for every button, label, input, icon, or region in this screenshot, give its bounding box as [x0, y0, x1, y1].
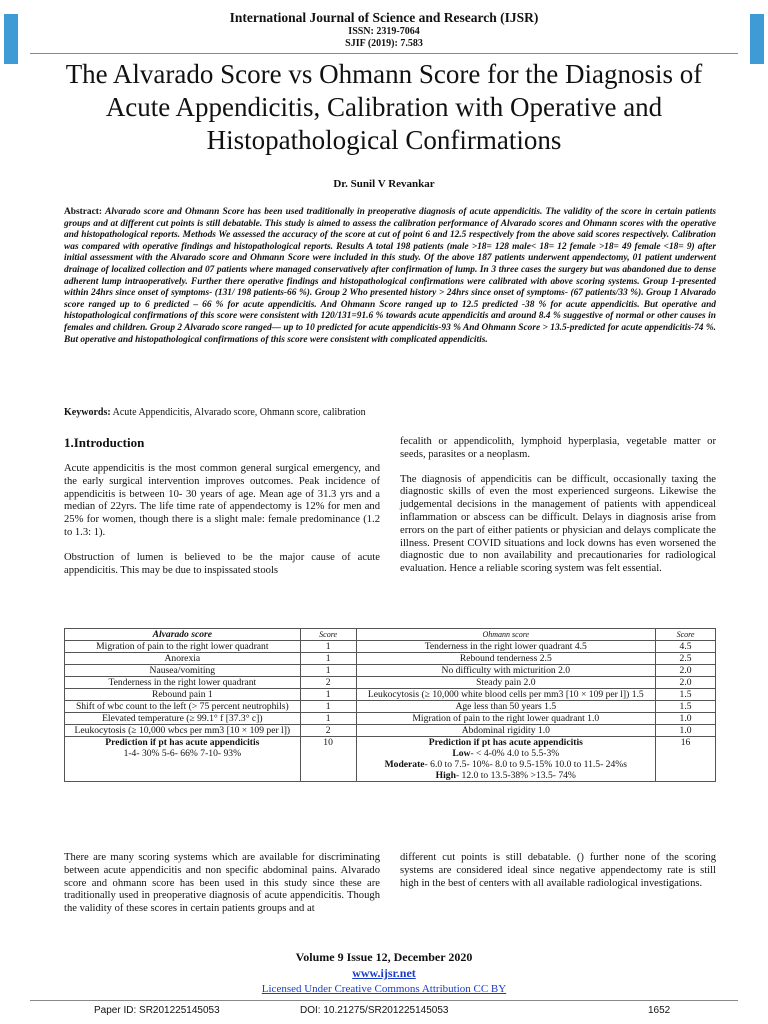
table-cell: 1: [300, 689, 356, 701]
table-cell: 10: [300, 737, 356, 782]
table-cell: 1.5: [656, 701, 716, 713]
paragraph: The diagnosis of appendicitis can be difficult, occasionally taxing the diagnostic skills of even the most experienced surgeons. Likewise the judgemental decisions in the management of patients with appendiceal inflammation or abscess can be difficult. Delays in diagnosis arise from errors on the part of either patients or physician and delays complicate the illness. Present COVID situations and lock downs has even worsened the diagnostic due to non availability and precautionaries for radiological evaluation. Hence a reliable scoring system was felt essential.: [400, 473, 716, 575]
keywords-text: Acute Appendicitis, Alvarado score, Ohmann score, calibration: [112, 407, 366, 418]
right-column: [400, 436, 716, 588]
left-column-bottom: [64, 852, 380, 928]
table-cell: Tenderness in the right lower quadrant 4.5: [356, 641, 655, 653]
table-header: Ohmann score: [356, 629, 655, 641]
table-cell: [356, 737, 655, 782]
footer-issue: Volume 9 Issue 12, December 2020: [295, 950, 473, 964]
table-cell: [65, 737, 301, 782]
table-cell: Rebound tenderness 2.5: [356, 653, 655, 665]
journal-sjif: SJIF (2019): 7.583: [345, 38, 423, 49]
table-cell: 2.5: [656, 653, 716, 665]
footer-page-number: 1652: [648, 1005, 671, 1016]
prediction-low-text: - < 4-0% 4.0 to 5.5-3%: [470, 748, 560, 759]
table-cell: Migration of pain to the right lower quadrant: [65, 641, 301, 653]
table-cell: 1.0: [656, 713, 716, 725]
table-cell: Leukocytosis (≥ 10,000 white blood cells per mm3 [10 × 109 per l]) 1.5: [356, 689, 655, 701]
paragraph: fecalith or appendicolith, lymphoid hyperplasia, vegetable matter or seeds, parasites or a neoplasm.: [400, 436, 716, 460]
prediction-text: 1-4- 30% 5-6- 66% 7-10- 93%: [123, 748, 242, 759]
prediction-moderate-label: Moderate: [384, 759, 425, 770]
table-prediction-row: [65, 737, 716, 782]
journal-issn: ISSN: 2319-7064: [348, 26, 420, 37]
table-row: [65, 713, 716, 725]
table-header: Score: [656, 629, 716, 641]
table-row: [65, 665, 716, 677]
abstract: [64, 207, 716, 346]
table-cell: Tenderness in the right lower quadrant: [65, 677, 301, 689]
footer-divider: [30, 1000, 738, 1001]
paper-title: The Alvarado Score vs Ohmann Score for the Diagnosis of Acute Appendicitis, Calibration with Operative and Histopathological Confirmations: [65, 59, 703, 155]
table-cell: 2: [300, 677, 356, 689]
author-name: Dr. Sunil V Revankar: [333, 178, 435, 190]
table-cell: 1: [300, 641, 356, 653]
journal-header: [0, 10, 768, 50]
table-header: Score: [300, 629, 356, 641]
prediction-high-label: High: [435, 770, 456, 781]
table-cell: 16: [656, 737, 716, 782]
table-cell: 1: [300, 653, 356, 665]
table-cell: 2.0: [656, 665, 716, 677]
table-cell: 1.0: [656, 725, 716, 737]
paragraph: There are many scoring systems which are available for discriminating between acute appendicitis and non specific abdominal pains. Alvarado score and ohmann score has been used in this study since these are traditionally used in preoperative diagnosis of acute appendicitis. Though the validity of these scores in certain patients groups and at: [64, 852, 380, 915]
prediction-low-label: Low: [452, 748, 471, 759]
table-cell: Rebound pain 1: [65, 689, 301, 701]
table-cell: Shift of wbc count to the left (> 75 percent neutrophils): [65, 701, 301, 713]
table-row: [65, 641, 716, 653]
table-cell: 2.0: [656, 677, 716, 689]
footer-url-link[interactable]: www.ijsr.net: [352, 966, 416, 980]
abstract-text: Alvarado score and Ohmann Score has been used traditionally in preoperative diagnosis of acute appendicitis. The validity of the score in certain patients groups and at different cut points is still debatable. This study is aimed to assess the calibration performance of Alvarado scores and Ohmann scores with the operative and histopathological reports. Methods We assessed the accuracy of the score at cut of point 6 and 12.5 respectively from the above said scores respectively. Calibration was compared with operative findings and histopathological reports. Results A total 198 patients (male >18= 128 male< 18= 12 female >18= 49 female <18= 9) after initial assessment with the Alvarado score and Ohmann Score were included in this study. Of the above 187 patients underwent appendectomy, 01 patient underwent drainage of localized collection and 07 patients where managed conservatively after confirmation of lump. In 3 three cases the surgery but was abandoned due to dense adherent lump intraoperatively. Further there operative findings and histopathological confirmations were calibrated with above scoring systems. Group 1-presented within 24hrs since onset of symptoms- (131/ 198 patients-66 %). Group 2 Who presented history > 24hrs since onset of symptoms- (67 patients/33 %). Group 1 Alvarado score ranged up to 6 predicted – 66 % for acute appendicitis. And Ohmann Score ranged up to 12.5 predicted -38 % for acute appendicitis. But operative and histopathological confirmations of this score were consistent with 120/131=91.6 % towards acute appendicitis and around 8.4 % suggestive of normal or other causes in females and children. Group 2 Alvarado score ranged— up to 10 predicted for acute appendicitis-93 % And Ohmann Score > 13.5-predicted for acute appendicitis-74 %. But operative and histopathological confirmations of this score were consistent with complicated appendicitis.: [64, 207, 716, 345]
table-cell: Elevated temperature (≥ 99.1° f [37.3° c]): [65, 713, 301, 725]
right-column-bottom: [400, 852, 716, 902]
table-cell: Nausea/vomiting: [65, 665, 301, 677]
prediction-title: Prediction if pt has acute appendicitis: [105, 737, 260, 748]
left-column: [64, 463, 380, 589]
prediction-title: Prediction if pt has acute appendicitis: [428, 737, 583, 748]
footer-license-link[interactable]: Licensed Under Creative Commons Attribution CC BY: [261, 983, 507, 995]
table-row: [65, 701, 716, 713]
table-row: [65, 677, 716, 689]
keywords-label: Keywords:: [64, 407, 111, 418]
table-row: [65, 689, 716, 701]
table-cell: Leukocytosis (≥ 10,000 wbcs per mm3 [10 × 109 per l]): [65, 725, 301, 737]
table-cell: Age less than 50 years 1.5: [356, 701, 655, 713]
paragraph: Obstruction of lumen is believed to be the major cause of acute appendicitis. This may be due to inspissated stools: [64, 551, 380, 576]
table-header: Alvarado score: [65, 629, 301, 641]
paragraph: Acute appendicitis is the most common general surgical emergency, and the early surgical intervention improves outcomes. Peak incidence of appendicitis is between 10- 30 years of age. Mean age of 31.3 yrs and a median of 22yrs. The life time rate of appendectomy is 12% for men and 25% for women, though there is a slight male: female predominance (1.2 to 1.3: 1).: [64, 463, 380, 538]
table-cell: 2: [300, 725, 356, 737]
table-cell: Abdominal rigidity 1.0: [356, 725, 655, 737]
prediction-moderate-text: - 6.0 to 7.5- 10%- 8.0 to 9.5-15% 10.0 to 11.5- 24%s: [424, 759, 627, 770]
table-cell: No difficulty with micturition 2.0: [356, 665, 655, 677]
score-comparison-table: [64, 628, 716, 782]
table-cell: 1: [300, 665, 356, 677]
prediction-high-text: - 12.0 to 13.5-38% >13.5- 74%: [455, 770, 576, 781]
table-cell: Migration of pain to the right lower quadrant 1.0: [356, 713, 655, 725]
table-cell: 1.5: [656, 689, 716, 701]
table-cell: 4.5: [656, 641, 716, 653]
table-row: [65, 725, 716, 737]
paragraph: different cut points is still debatable. () further none of the scoring systems are considered ideal since negative appendectomy rate is still high in the best of centers with all available radiological investigations.: [400, 852, 716, 889]
table-cell: Steady pain 2.0: [356, 677, 655, 689]
header-divider: [30, 53, 738, 54]
abstract-label: Abstract:: [64, 207, 103, 217]
table-row: [65, 653, 716, 665]
journal-name: International Journal of Science and Research (IJSR): [229, 10, 539, 25]
table-cell: 1: [300, 701, 356, 713]
footer-doi: DOI: 10.21275/SR201225145053: [300, 1005, 449, 1016]
keywords: [64, 407, 716, 418]
section-heading: 1.Introduction: [64, 435, 145, 450]
table-cell: 1: [300, 713, 356, 725]
table-header-row: [65, 629, 716, 641]
footer-paper-id: Paper ID: SR201225145053: [94, 1005, 220, 1016]
table-cell: Anorexia: [65, 653, 301, 665]
